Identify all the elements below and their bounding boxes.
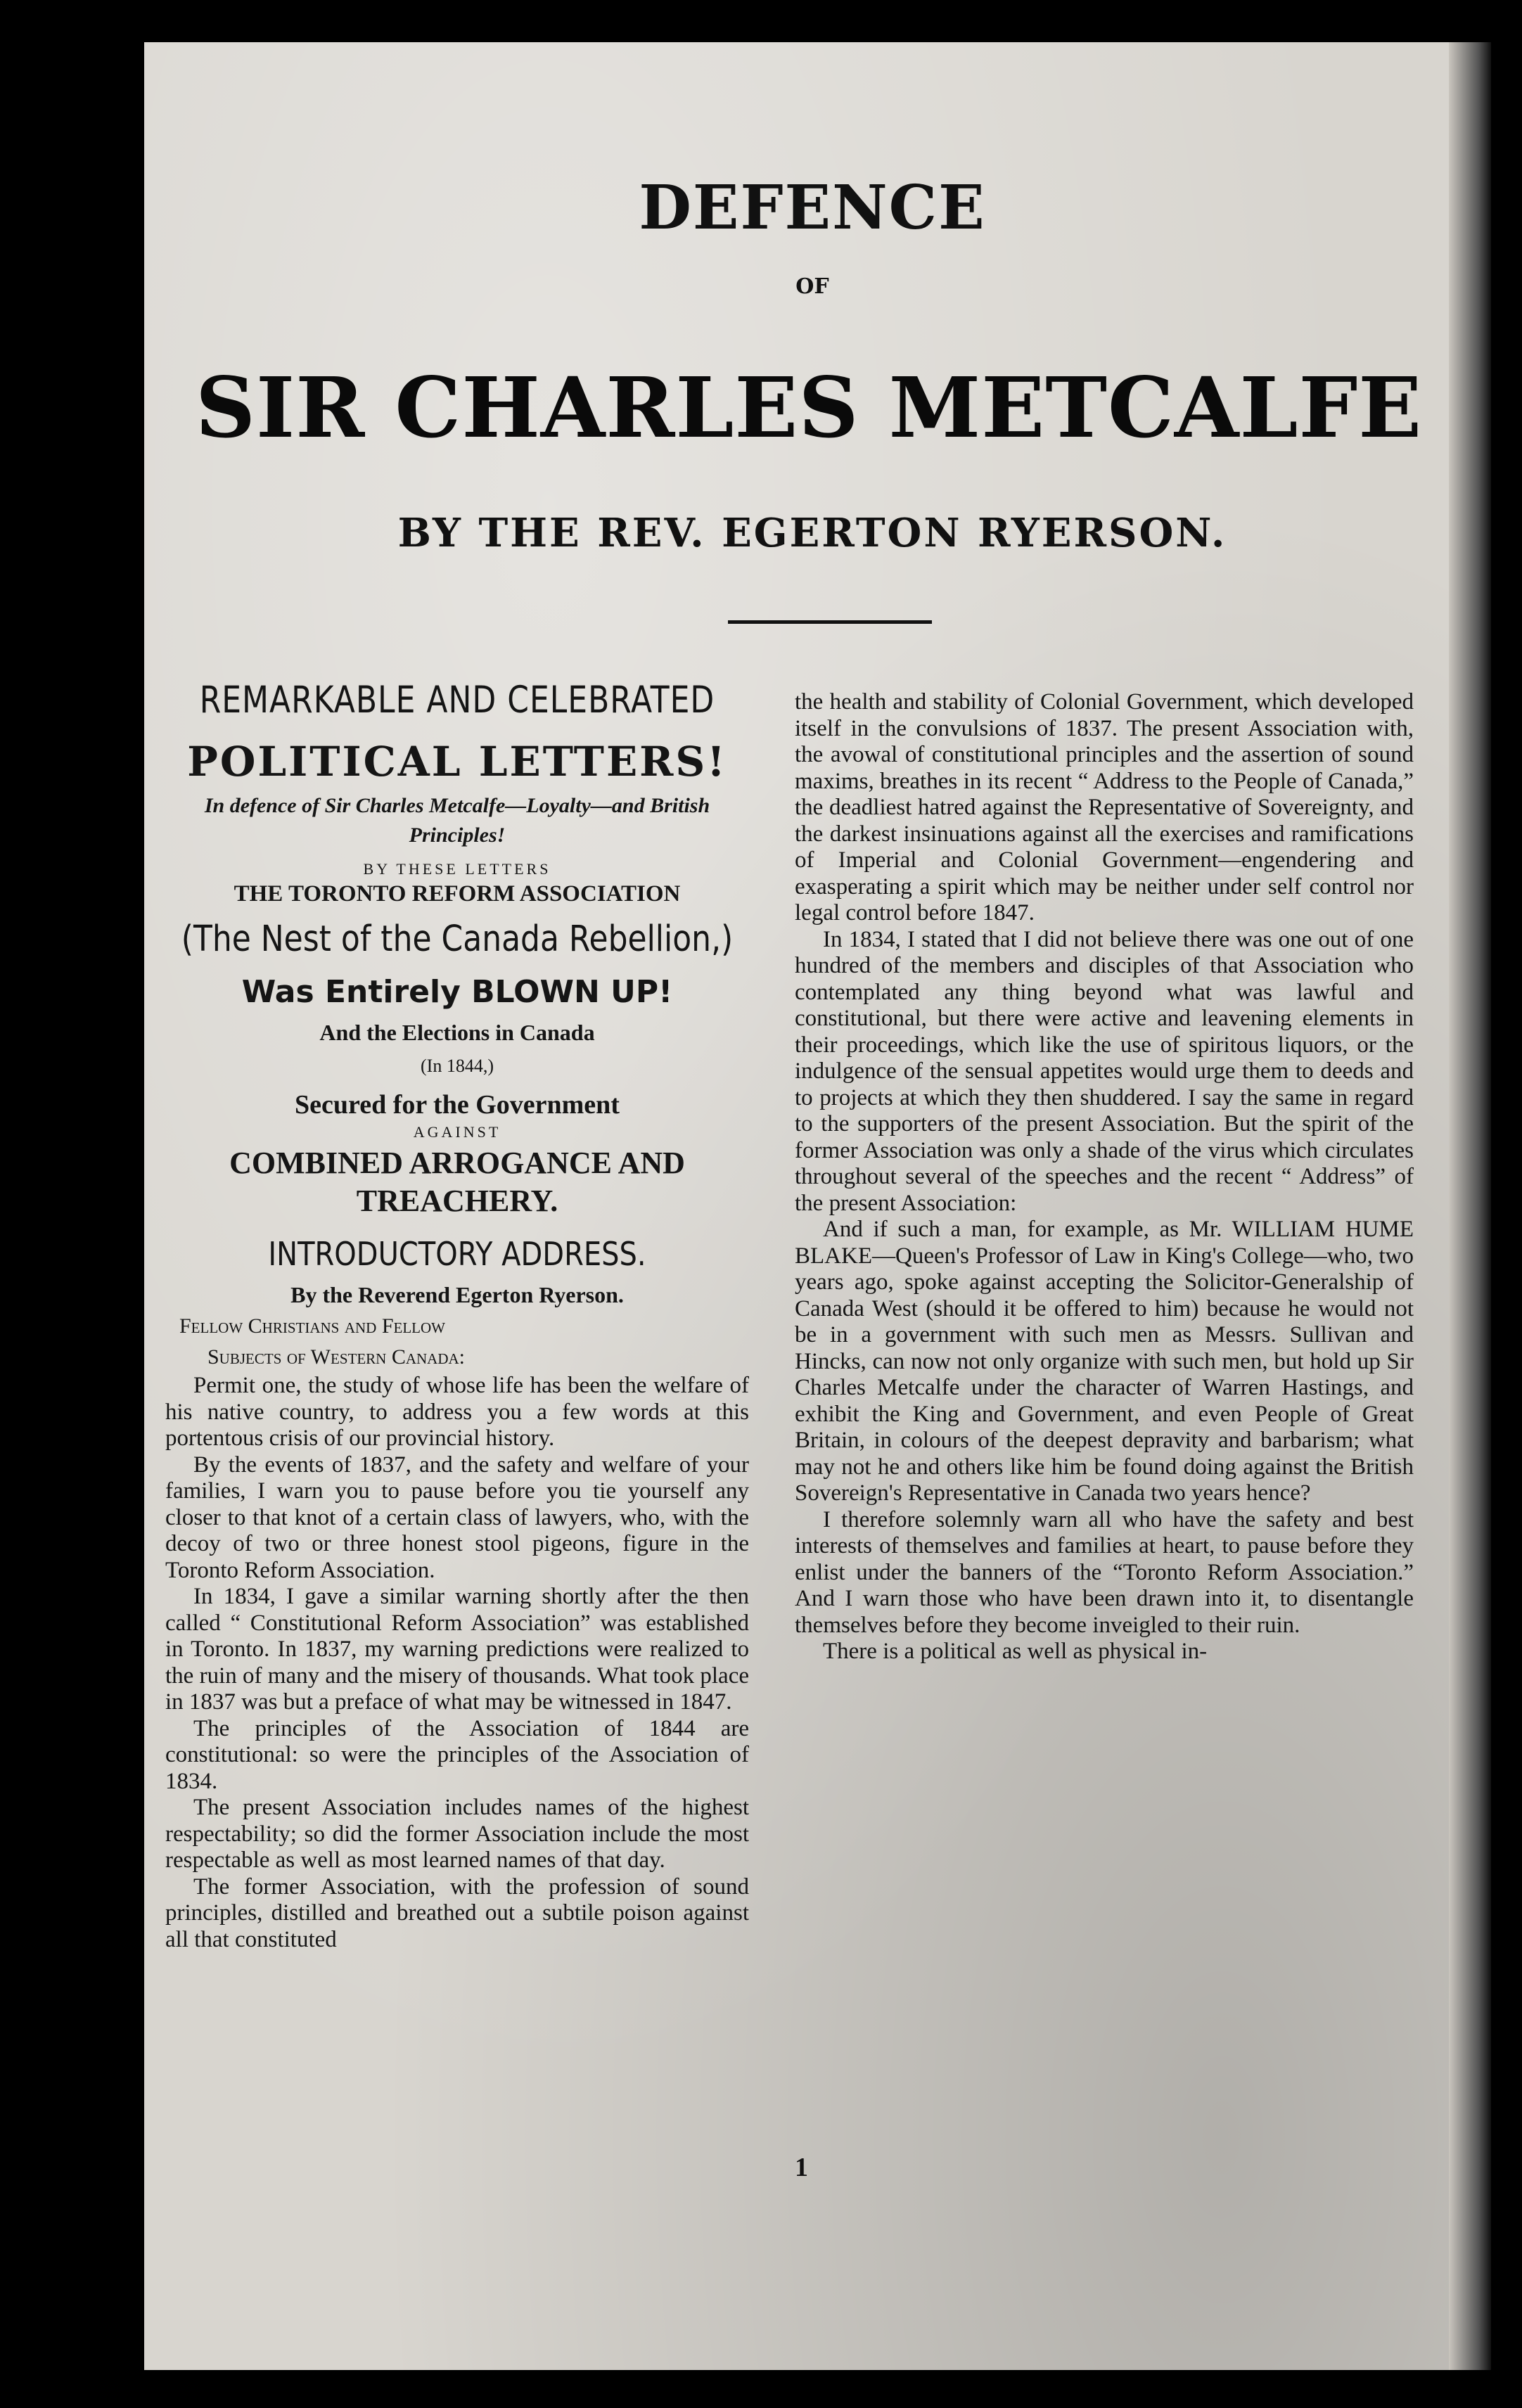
title-of: OF bbox=[795, 274, 829, 299]
left-column bbox=[165, 675, 749, 1953]
paragraph: the health and stability of Colonial Government, which developed itself in the convulsions of 1837. The present Association with, the avowal of constitutional principles and the assertion of sound maxims, breathes in its recent “ Address to the People of Canada,” the deadliest hatred against the Representative of Sovereignty, and the darkest insinuations against all the exercises and ramifications of Imperial and Colonial Government—engendering and exasperating a spirit which may be neither under self control nor legal control before 1847. bbox=[795, 689, 1414, 926]
paragraph: There is a political as well as physical in- bbox=[823, 1639, 1208, 1664]
paragraph: The former Association, with the profession of sound principles, distilled and breathed out a subtile poison against all that constituted bbox=[165, 1874, 749, 1952]
salutation-line-1: Fellow Christians and Fellow bbox=[179, 1314, 445, 1338]
ad-line-nest: (The Nest of the Canada Rebellion,) bbox=[181, 918, 734, 960]
title-subject: SIR CHARLES METCALFE bbox=[195, 359, 1423, 456]
salutation-line-2: Subjects of Western Canada: bbox=[207, 1345, 465, 1369]
paragraph: By the events of 1837, and the safety and welfare of your families, I warn you to pause before you tie yourself any closer to that knot of a certain class of lawyers, who, with the decoy of two or three honest stool pigeons, figure in the Toronto Reform Association. bbox=[165, 1452, 749, 1583]
paragraph: And if such a man, for example, as Mr. WILLIAM HUME BLAKE—Queen's Professor of Law in King's College—who, two years ago, spoke against accepting the Solicitor-Generalship of Canada West (should it be offered to him) because he would not be in a government with such men as Messrs. Sullivan and Hincks, can now not only organize with such men, but hold up Sir Charles Metcalfe under the character of Warren Hastings, and exhibit the King and Government, and even People of Great Britain, in colours of the deepest depravity and barbarism; what may not he and others like him be found doing against the British Sovereign's Representative in Canada two years hence? bbox=[795, 1217, 1414, 1506]
title-author: BY THE REV. EGERTON RYERSON. bbox=[397, 510, 1227, 556]
left-body-text bbox=[165, 1373, 749, 1953]
ad-line-by-these: BY THESE LETTERS bbox=[363, 860, 551, 878]
ad-line-combined: COMBINED ARROGANCE AND TREACHERY. bbox=[229, 1146, 685, 1218]
ad-line-year: (In 1844,) bbox=[421, 1056, 494, 1076]
document-page bbox=[144, 42, 1491, 2370]
section-byline: By the Reverend Egerton Ryerson. bbox=[290, 1282, 624, 1307]
ad-line-in-defence: In defence of Sir Charles Metcalfe—Loyalty—and British Principles! bbox=[204, 794, 710, 847]
paragraph: I therefore solemnly warn all who have the safety and best interests of themselves and families at heart, to pause before they enlist under the banners of the “Toronto Reform Association.” And I warn those who have been drawn into it, to disentangle themselves before they become inveigled to their ruin. bbox=[795, 1506, 1414, 1638]
section-heading-introductory: INTRODUCTORY ADDRESS. bbox=[268, 1236, 646, 1274]
paragraph: The principles of the Association of 1844 are constitutional: so were the principles of the Association of 1834. bbox=[165, 1715, 749, 1794]
divider-rule bbox=[728, 620, 932, 624]
paragraph: In 1834, I stated that I did not believe there was one out of one hundred of the members and disciples of that Association who contemplated any thing beyond what was lawful and constitutional, but there were active and leavening elements in their proceedings, which like the use of spiritous liquors, or the indulgence of the sensual appetites would urge them to deeds and to projects at which they then shuddered. I say the same in regard to the supporters of the present Association. But the spirit of the former Association was only a shade of the virus which circulates throughout several of the speeches and the recent “ Address” of the present Association: bbox=[795, 926, 1414, 1216]
paragraph: The present Association includes names of the highest respectability; so did the former Association include the most respectable as well as most learned names of that day. bbox=[165, 1795, 749, 1873]
ad-line-political-letters: POLITICAL LETTERS! bbox=[187, 738, 727, 786]
page-number: 1 bbox=[795, 2153, 808, 2182]
ad-line-secured: Secured for the Government bbox=[295, 1090, 620, 1120]
ad-line-against: AGAINST bbox=[413, 1123, 501, 1141]
paragraph: In 1834, I gave a similar warning shortly after the then called “ Constitutional Reform Association” was established in Toronto. In 1837, my warning predictions were realized to the ruin of many and the misery of thousands. What took place in 1837 was but a preface of what may be witnessed in 1847. bbox=[165, 1584, 749, 1715]
ad-line-blown-up: Was Entirely BLOWN UP! bbox=[241, 974, 673, 1010]
title-defence: DEFENCE bbox=[639, 172, 986, 243]
paragraph: Permit one, the study of whose life has been the welfare of his native country, to address you a few words at this portentous crisis of our provincial history. bbox=[165, 1373, 749, 1451]
ad-line-association: THE TORONTO REFORM ASSOCIATION bbox=[234, 881, 681, 907]
ad-line-elections: And the Elections in Canada bbox=[319, 1020, 595, 1045]
ad-line-remarkable: REMARKABLE AND CELEBRATED bbox=[199, 678, 715, 722]
right-column bbox=[795, 689, 1414, 1665]
salutation bbox=[179, 1311, 749, 1373]
